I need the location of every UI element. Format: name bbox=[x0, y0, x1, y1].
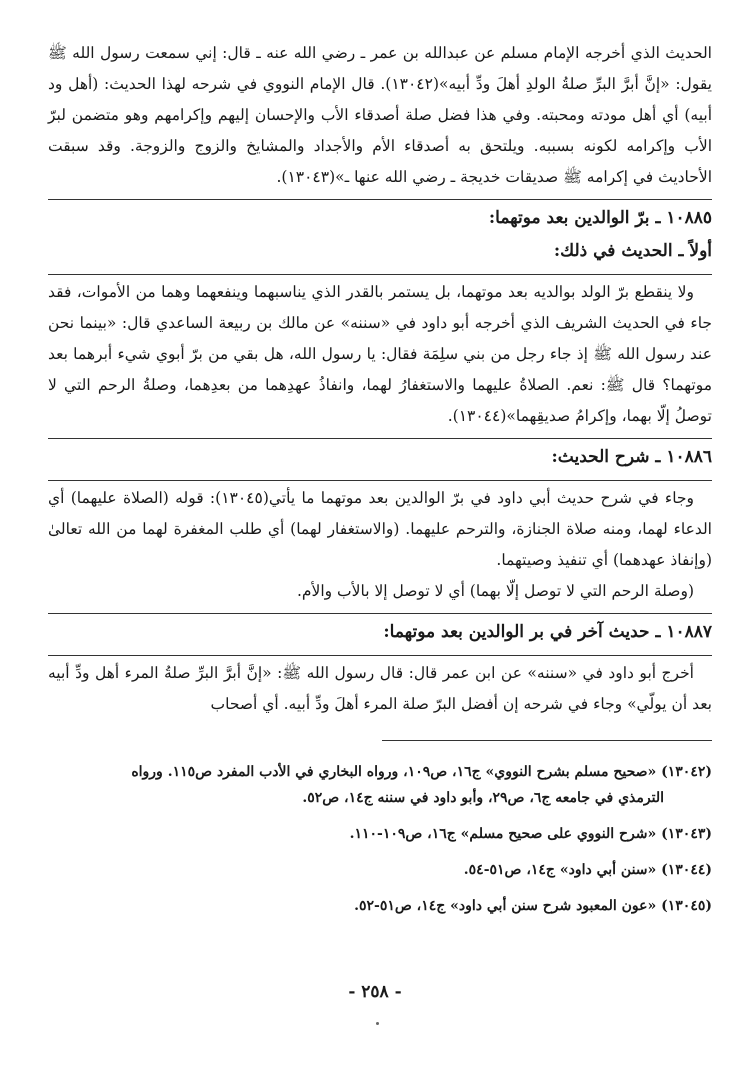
footnote-13043: (١٣٠٤٣) «شرح النووي على صحيح مسلم» ج١٦، ص١٠٩-١١٠. bbox=[349, 826, 712, 842]
footnote-13042 bbox=[48, 759, 712, 811]
subheading-first: أولاً ـ الحديث في ذلك: bbox=[553, 241, 712, 261]
footnote-13042-line1: (١٣٠٤٢) «صحيح مسلم بشرح النووي» ج١٦، ص١٠٩، ورواه البخاري في الأدب المفرد ص١١٥. ورواه bbox=[131, 764, 712, 780]
heading-10885: ١٠٨٨٥ ـ برّ الوالدين بعد موتهما: bbox=[488, 208, 712, 228]
section-divider bbox=[48, 199, 712, 200]
footnote-separator bbox=[382, 740, 712, 741]
main-text bbox=[48, 38, 712, 929]
section-divider bbox=[48, 438, 712, 439]
footnotes bbox=[48, 759, 712, 919]
section-divider bbox=[48, 613, 712, 614]
paragraph-explanation: وجاء في شرح حديث أبي داود في برّ الوالدين بعد موتهما ما يأتي(١٣٠٤٥): قوله (الصلاة عليهما) أي الدعاء لهما، ومنه صلاة الجنازة، والترحم عليهما. (والاستغفار لهما) أي طلب المغفرة لهما من الله تعالىٰ (وإنفاذ عهدهما) أي تنفيذ وصيتهما. bbox=[48, 489, 712, 569]
page-number: - ٢٥٨ - bbox=[348, 982, 402, 1002]
section-divider bbox=[48, 274, 712, 275]
section-divider bbox=[48, 480, 712, 481]
paragraph-ibn-umar: أخرج أبو داود في «سننه» عن ابن عمر قال: قال رسول الله ﷺ: «إنَّ أبرَّ البرِّ صلةُ المرء أهل ودِّ أبيه بعد أن يولّي» وجاء في شرحه إن أفضل البرّ صلة المرء أهلَ ودِّ أبيه. أي أصحاب bbox=[48, 664, 712, 713]
footnote-13042-line2: الترمذي في جامعه ج٦، ص٢٩، وأبو داود في سننه ج١٤، ص٥٢. bbox=[302, 790, 664, 806]
heading-10886: ١٠٨٨٦ ـ شرح الحديث: bbox=[551, 447, 712, 467]
heading-10887: ١٠٨٨٧ ـ حديث آخر في بر الوالدين بعد موتهما: bbox=[383, 622, 712, 642]
paragraph-hadith-muslim: الحديث الذي أخرجه الإمام مسلم عن عبدالله بن عمر ـ رضي الله عنه ـ قال: إني سمعت رسول الله ﷺ يقول: «إنَّ أبرَّ البرِّ صلةُ الولدِ أهلَ ودِّ أبيه»(١٣٠٤٢). قال الإمام النووي في شرحه لهذا الحديث: (أهل ود أبيه) أي أهل مودته ومحبته. وفي هذا فضل صلة أصدقاء الأب والإحسان إليهم وإكرامهم وهو متضمن لبرّ الأب وإكرامه لكونه بسببه. ويلتحق به أصدقاء الأم والأجداد والمشايخ والزوج والزوجة. وقد سبقت الأحاديث في إكرامه ﷺ صديقات خديجة ـ رضي الله عنها ـ»(١٣٠٤٣). bbox=[48, 44, 712, 186]
footnote-13045: (١٣٠٤٥) «عون المعبود شرح سنن أبي داود» ج١٤، ص٥١-٥٢. bbox=[354, 898, 712, 914]
paragraph-kinship: (وصلة الرحم التي لا توصل إلّا بهما) أي لا توصل إلا بالأب والأم. bbox=[296, 582, 694, 600]
footnote-13044: (١٣٠٤٤) «سنن أبي داود» ج١٤، ص٥١-٥٤. bbox=[463, 862, 712, 878]
print-mark bbox=[376, 1022, 379, 1025]
section-divider bbox=[48, 655, 712, 656]
paragraph-abu-dawud: ولا ينقطع برّ الولد بوالديه بعد موتهما، بل يستمر بالقدر الذي يناسبهما وينفعهما وهما من الأموات، فقد جاء في الحديث الشريف الذي أخرجه أبو داود في «سننه» عن مالك بن ربيعة الساعدي قال: «بينما نحن عند رسول الله ﷺ إذ جاء رجل من بني سلِمَة فقال: يا رسول الله، هل بقي من برّ أبوي شيء أبرهما بعد موتهما؟ قال ﷺ: نعم. الصلاةُ عليهما والاستغفارُ لهما، وانفاذُ عهدِهما من بعدِهما، وصلةُ الرحم التي لا توصلُ إلّا بهما، وإكرامُ صديقِهما»(١٣٠٤٤). bbox=[48, 283, 712, 425]
